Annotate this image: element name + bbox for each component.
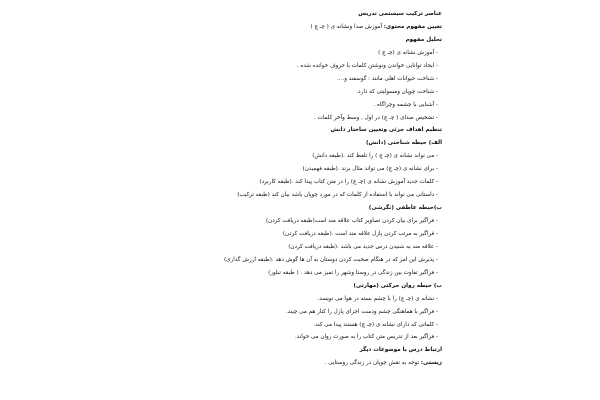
knowledge-item: - برای نشانه ی (چـ چ) می تواند مثال بزند .(طبقه فهمیدن)	[302, 166, 438, 173]
content-spec-label: تعیین مفهوم محتوی:	[383, 23, 442, 30]
concept-item: - ایجاد توانایی خواندن ونوشتن کلمات با حروف خوانده شده .	[296, 62, 438, 69]
affective-item: - فراگیر تفاوت بین زندگی در روستا وشهر را تمیز می دهد . ( طبقه تبلور)	[268, 269, 438, 276]
concept-analysis-heading: تحلیل مفهوم	[405, 36, 442, 43]
affective-item: - پذیرش این امر که در هنگام صحبت کردن دوستان به آن ها گوش دهد .(طبقه ارزش گذاری)	[224, 256, 438, 263]
knowledge-item: - می تواند نشانه ی (چـ چ ) را تلفظ کند .(طبقه دانش)	[312, 153, 438, 160]
connection-heading: ارتباط درس با موضوعات دیگر	[359, 347, 442, 354]
knowledge-domain-heading: الف) حیطه شناختی (دانش)	[365, 140, 442, 147]
affective-item: - فراگیر به مرتب کردن پازل علاقه مند است .(طبقه دریافت کردن)	[282, 230, 438, 237]
science-text: توجه به نقش چوپان در زندگی روستایی .	[324, 360, 421, 367]
affective-domain-heading: ب)حیطه عاطفی (نگرشی)	[368, 205, 442, 212]
psychomotor-item: - فراگیر با هماهنگی چشم ودست اجزای پازل را کنار هم می چیند.	[285, 308, 438, 315]
science-label: زیستی:	[420, 360, 442, 367]
knowledge-item: - داستانی می تواند با استفاده از کلمات که در مورد چوپان باشد بیان کند (طبقه ترکیب)	[237, 192, 438, 199]
concept-item: - شناخت چوپان ومسولیتی که دارد.	[356, 88, 438, 95]
psychomotor-item: - نشانه ی (چـ چ) را با چشم بسته در هوا می نویسد.	[317, 295, 438, 302]
concept-item: - آموزش نشانه ی (چـ چ )	[378, 49, 438, 56]
science-line	[150, 357, 442, 370]
concept-item: - شناخت حیوانات اهلی مانند : گوسفند و....	[337, 75, 438, 82]
concept-item: - تشخیص صدای ( چـ چ) در اول , وسط وآخر کلمات .	[313, 114, 438, 121]
document-title: عناصر ترکیب سیستمی تدریس	[358, 11, 442, 17]
knowledge-item: - کلمات جدید آموزش نشانه ی (چـ چ) را در متن کتاب پیدا کند .(طبقه کاربرد)	[259, 179, 438, 186]
psychomotor-item: - کلماتی که دارای نشانه ی (چـ چ) هستند پیدا می کند.	[313, 321, 438, 328]
objectives-heading: تنظیم اهداف جزئی وتعیین ساختار دانش	[330, 127, 442, 134]
affective-item: - فراگیر برای بیان کردن تصاویر کتاب علاقه مند است(طبقه دریافت کردن)	[265, 218, 438, 224]
concept-item: - آشنایی با چشمه وچراگاه .	[373, 101, 438, 108]
content-spec-line	[150, 21, 442, 34]
affective-item: - علاقه مند به شنیدن درس جدید می باشد .(طبقه دریافت کردن)	[288, 243, 438, 250]
psychomotor-domain-heading: ب) حیطه روان حرکتی (مهارتی)	[353, 282, 442, 289]
psychomotor-item: - فراگیر بعد از تدریس متن کتاب را به صورت روان می خواند.	[294, 334, 438, 341]
content-spec-text: آموزش صدا ونشانه ی ( چـ چ )	[310, 23, 384, 30]
